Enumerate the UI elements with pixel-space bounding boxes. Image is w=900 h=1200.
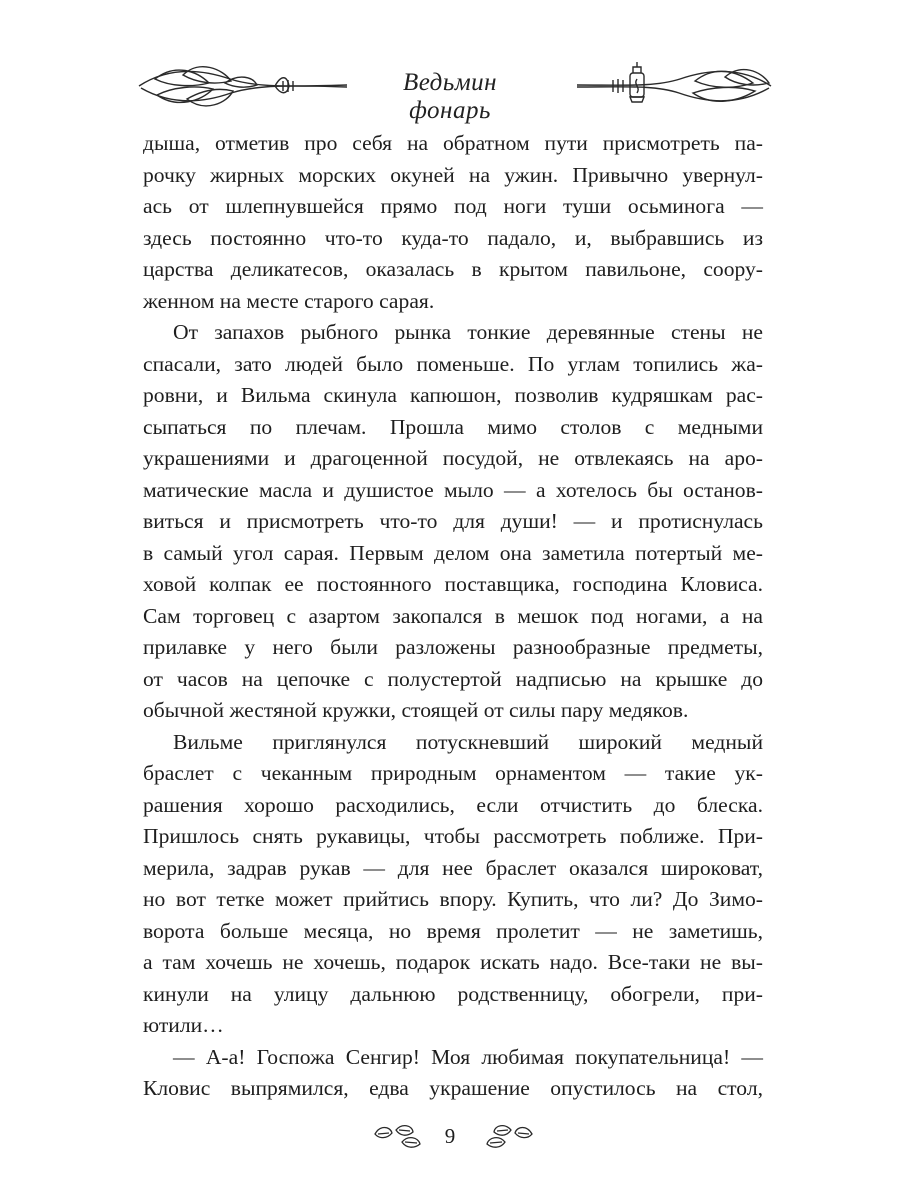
leaf-cluster-icon — [480, 1122, 535, 1152]
text-line: рашения хорошо расходились, если отчистить до блеска. — [143, 792, 763, 817]
text-line: кинули на улицу дальнюю родственницу, обогрели, при- — [143, 981, 763, 1006]
text-line: ховой колпак ее постоянного поставщика, господина Кловиса. — [143, 572, 763, 596]
text-line: — А-а! Госпожа Сенгир! Моя любимая покупательница! — — [173, 1044, 763, 1069]
text-line: От запахов рыбного рынка тонкие деревянные стены не — [173, 320, 763, 344]
text-line: ворота больше месяца, но время пролетит — не заметишь, — [143, 918, 763, 943]
lantern-herb-icon — [575, 61, 775, 111]
text-line: мерила, задрав рукав — для нее браслет оказался широковат, — [143, 855, 763, 880]
text-line: браслет с чеканным природным орнаментом — такие ук- — [143, 761, 763, 785]
body-text — [143, 128, 763, 1105]
text-line: в самый угол сарая. Первым делом она заметила потертый ме- — [143, 540, 763, 565]
text-line: прилавке у него были разложены разнообразные предметы, — [143, 635, 763, 659]
text-line: но вот тетке может прийтись впору. Купить, что ли? До Зимо- — [143, 887, 763, 911]
text-line: а там хочешь не хочешь, подарок искать надо. Все-таки не вы- — [143, 950, 763, 974]
book-title: Ведьмин фонарь — [402, 69, 498, 124]
text-line: ровни, и Вильма скинула капюшон, позволив кудряшкам рас- — [143, 383, 763, 407]
text-line: женном на месте старого сарая. — [143, 288, 435, 313]
page-number: 9 — [444, 1124, 456, 1148]
text-line: царства деликатесов, оказалась в крытом павильоне, соору- — [143, 257, 763, 281]
text-line: ась от шлепнувшейся прямо под ноги туши осьминога — — [143, 194, 763, 218]
text-line: Кловис выпрямился, едва украшение опустилось на стол, — [143, 1076, 763, 1100]
text-line: Вильме приглянулся потускневший широкий медный — [173, 729, 763, 754]
leaf-cluster-icon — [372, 1122, 427, 1152]
page-footer — [0, 1118, 900, 1158]
text-line: Сам торговец с азартом закопался в мешок под ногами, а на — [143, 603, 763, 628]
text-line: рочку жирных морских окуней на ужин. Привычно увернул- — [143, 162, 763, 187]
text-line: украшениями и драгоценной посудой, не отвлекаясь на аро- — [143, 446, 763, 470]
running-header — [0, 55, 900, 124]
text-line: здесь постоянно что-то куда-то падало, и, выбравшись из — [143, 225, 763, 250]
text-line: дыша, отметив про себя на обратном пути присмотреть па- — [143, 131, 763, 155]
herb-bundle-icon — [135, 61, 350, 111]
text-line: спасали, зато людей было поменьше. По углам топились жа- — [143, 351, 763, 376]
text-line: обычной жестяной кружки, стоящей от силы пару медяков. — [143, 698, 689, 722]
text-line: виться и присмотреть что-то для души! — и протиснулась — [143, 509, 763, 533]
text-line: матические масла и душистое мыло — а хотелось бы останов- — [143, 477, 763, 502]
text-line: Пришлось снять рукавицы, чтобы рассмотреть поближе. При- — [143, 824, 763, 848]
text-line: ютили… — [143, 1013, 224, 1037]
text-line: от часов на цепочке с полустертой надписью на крышке до — [143, 666, 763, 691]
text-line: сыпаться по плечам. Прошла мимо столов с медными — [143, 414, 763, 439]
